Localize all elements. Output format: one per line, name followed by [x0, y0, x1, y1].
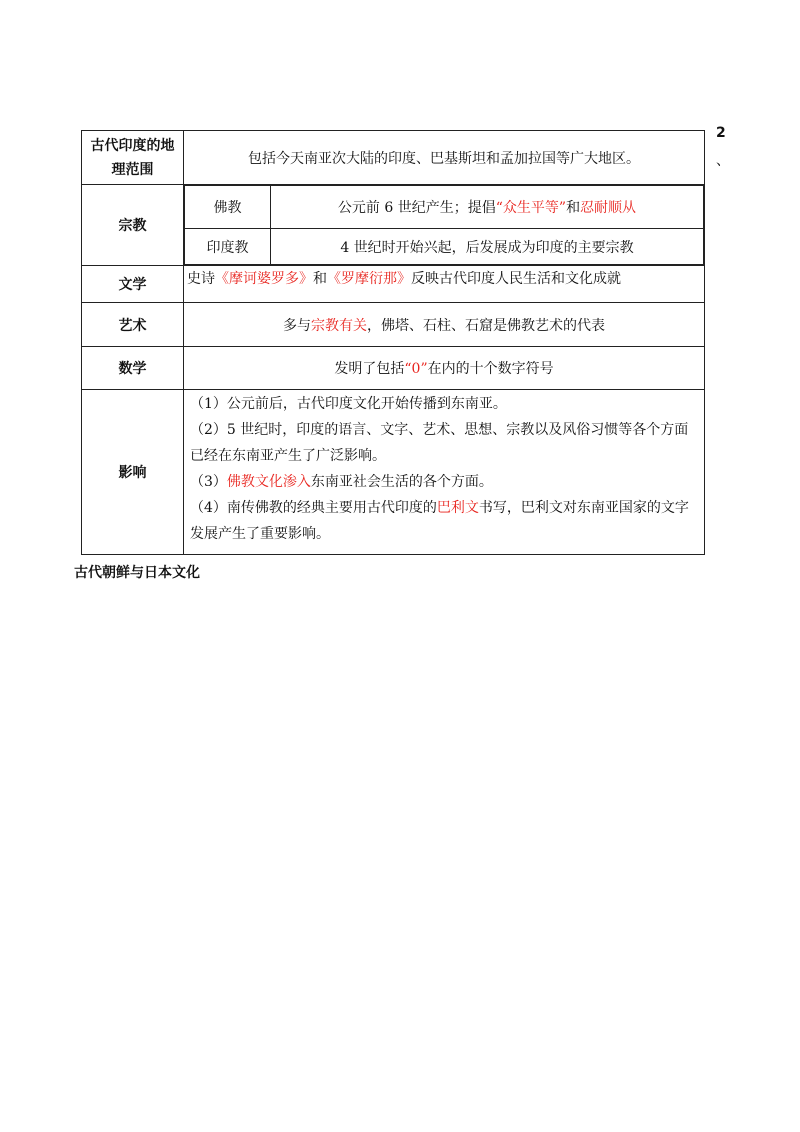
geography-text: 包括今天南亚次大陆的印度、巴基斯坦和孟加拉国等广大地区。 [184, 131, 705, 185]
hinduism-text: 4 世纪时开始兴起，后发展成为印度的主要宗教 [271, 229, 704, 265]
literature-text [184, 266, 705, 303]
art-text-a: 多与 [283, 317, 311, 334]
row-religion [82, 185, 705, 266]
label-art: 艺术 [82, 303, 184, 347]
influence-text [184, 390, 705, 555]
influence-p4-rest: 书写，巴利文对东南亚国家的文字发展产生了重要影响。 [190, 500, 689, 542]
label-geography-line1: 古代印度的地 [90, 137, 175, 154]
buddhism-obedience: 忍耐顺从 [580, 200, 637, 216]
influence-p3-prefix: （3） [190, 474, 227, 490]
label-math: 数学 [82, 347, 184, 390]
influence-p3 [184, 469, 704, 495]
buddhism-text [271, 186, 704, 229]
influence-p3-rest: 东南亚社会生活的各个方面。 [310, 474, 493, 490]
art-religion: 宗教有关 [311, 317, 367, 334]
math-text-b: 在内的十个数字符号 [427, 361, 554, 377]
row-literature [82, 266, 705, 303]
label-influence: 影响 [82, 390, 184, 555]
label-geography-line2: 理范围 [111, 161, 154, 178]
label-literature: 文学 [82, 266, 184, 303]
influence-p2: （2）5 世纪时，印度的语言、文字、艺术、思想、宗教以及风俗习惯等各个方面已经在东南亚产生了广泛影响。 [190, 422, 689, 464]
influence-p1: （1）公元前后，古代印度文化开始传播到东南亚。 [190, 396, 507, 412]
religion-subtable [184, 185, 704, 265]
math-zero: “0” [404, 361, 428, 377]
influence-p4-pali: 巴利文 [436, 500, 479, 516]
row-buddhism [185, 186, 704, 229]
india-culture-table [81, 130, 705, 555]
literature-text-b: 和 [313, 271, 327, 287]
row-art [82, 303, 705, 347]
row-geography [82, 131, 705, 185]
influence-p4 [184, 495, 704, 547]
literature-text-c: 反映古代印度人民生活和文化成就 [411, 271, 621, 287]
label-religion: 宗教 [82, 185, 184, 266]
section-title: 古代朝鲜与日本文化 [74, 565, 200, 581]
literature-text-a: 史诗 [187, 271, 215, 287]
literature-mahabharata: 《摩诃婆罗多》 [215, 271, 313, 287]
row-influence [82, 390, 705, 555]
math-text [184, 347, 705, 390]
label-geography [82, 131, 184, 185]
side-mark: 、 [716, 153, 730, 169]
row-hinduism [185, 229, 704, 265]
art-text [184, 303, 705, 347]
math-text-a: 发明了包括 [334, 361, 405, 377]
literature-ramayana: 《罗摩衍那》 [327, 271, 411, 287]
religion-subtable-cell [184, 185, 705, 266]
art-text-b: ，佛塔、石柱、石窟是佛教艺术的代表 [367, 317, 605, 334]
row-math [82, 347, 705, 390]
side-number: 2 [716, 125, 726, 141]
buddhism-equality: “众生平等” [495, 200, 567, 216]
buddhism-text-b: 和 [566, 200, 581, 216]
influence-p4-prefix: （4）南传佛教的经典主要用古代印度的 [190, 500, 437, 516]
buddhism-text-a: 公元前 6 世纪产生；提倡 [337, 200, 496, 216]
influence-p3-buddhism: 佛教文化渗入 [226, 474, 311, 490]
label-buddhism: 佛教 [185, 186, 271, 229]
label-hinduism: 印度教 [185, 229, 271, 265]
